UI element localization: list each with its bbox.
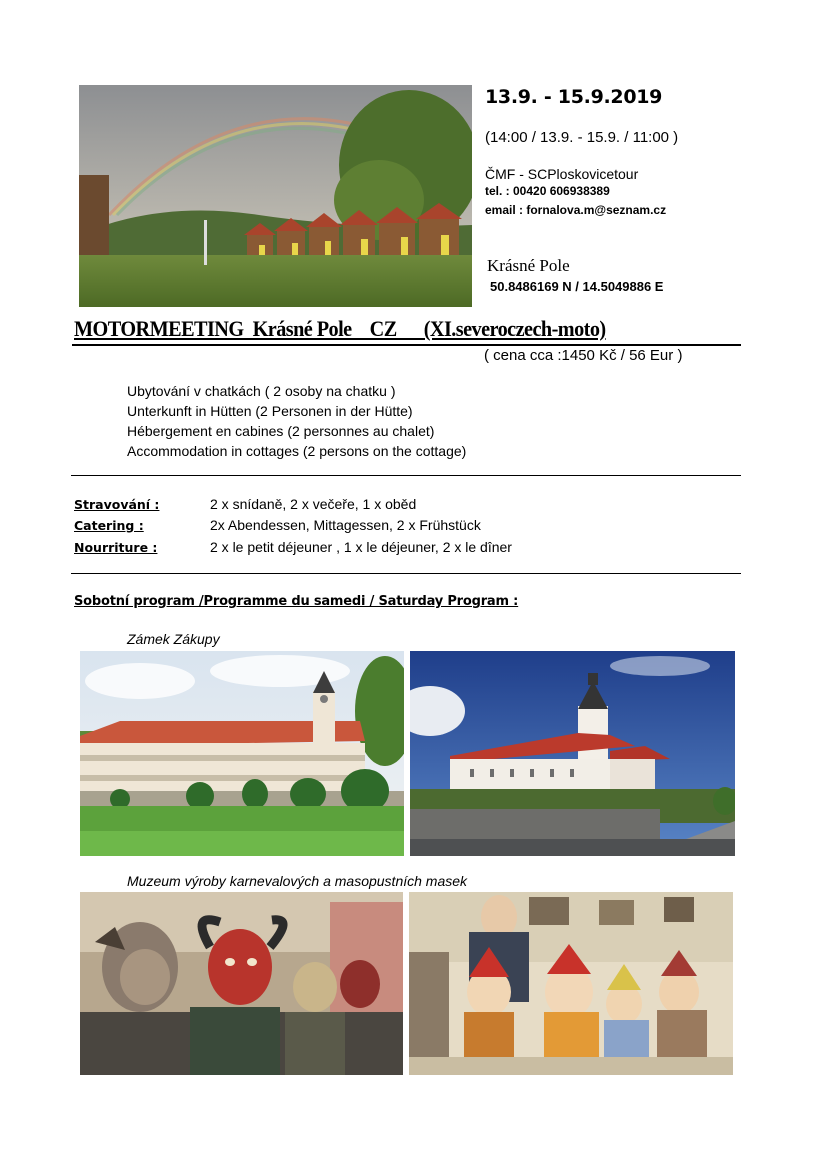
devil-masks-photo <box>80 892 403 1075</box>
catering-label-fr: Nourriture : <box>74 540 158 555</box>
dwarf-masks-photo <box>409 892 733 1075</box>
catering-label-cz: Stravování : <box>74 497 160 512</box>
castle-caption: Zámek Zákupy <box>127 631 220 647</box>
cabins-rainbow-photo <box>79 85 472 307</box>
catering-value-de: 2x Abendessen, Mittagessen, 2 x Frühstück <box>210 517 481 533</box>
gps-coordinates: 50.8486169 N / 14.5049886 E <box>490 279 664 294</box>
organizer: ČMF - SCPloskovicetour <box>485 166 639 182</box>
telephone: tel. : 00420 606938389 <box>485 184 610 198</box>
divider <box>71 475 741 476</box>
title-divider <box>72 344 741 346</box>
divider <box>71 573 741 574</box>
accommodation-de: Unterkunft in Hütten (2 Personen in der Hütte) <box>127 403 413 419</box>
price: ( cena cca :1450 Kč / 56 Eur ) <box>484 347 683 364</box>
castle-street-photo <box>410 651 735 856</box>
email-contact: email : fornalova.m@seznam.cz <box>485 203 667 217</box>
museum-caption: Muzeum výroby karnevalových a masopustních masek <box>127 873 468 889</box>
catering-value-fr: 2 x le petit déjeuner , 1 x le déjeuner, 2 x le dîner <box>210 539 512 555</box>
accommodation-en: Accommodation in cottages (2 persons on the cottage) <box>127 443 467 459</box>
event-date-range: 13.9. - 15.9.2019 <box>485 86 663 108</box>
place-name: Krásné Pole <box>487 256 570 275</box>
catering-label-de: Catering : <box>74 518 144 533</box>
page-title: MOTORMEETING Krásné Pole CZ (XI.severoczech-moto) <box>74 316 606 341</box>
event-time-range: (14:00 / 13.9. - 15.9. / 11:00 ) <box>485 129 679 146</box>
saturday-program-title: Sobotní program /Programme du samedi / Saturday Program : <box>74 594 519 609</box>
catering-value-cz: 2 x snídaně, 2 x večeře, 1 x oběd <box>210 496 417 512</box>
accommodation-cz: Ubytování v chatkách ( 2 osoby na chatku ) <box>127 383 396 399</box>
accommodation-fr: Hébergement en cabines (2 personnes au chalet) <box>127 423 435 439</box>
castle-garden-photo <box>80 651 404 856</box>
